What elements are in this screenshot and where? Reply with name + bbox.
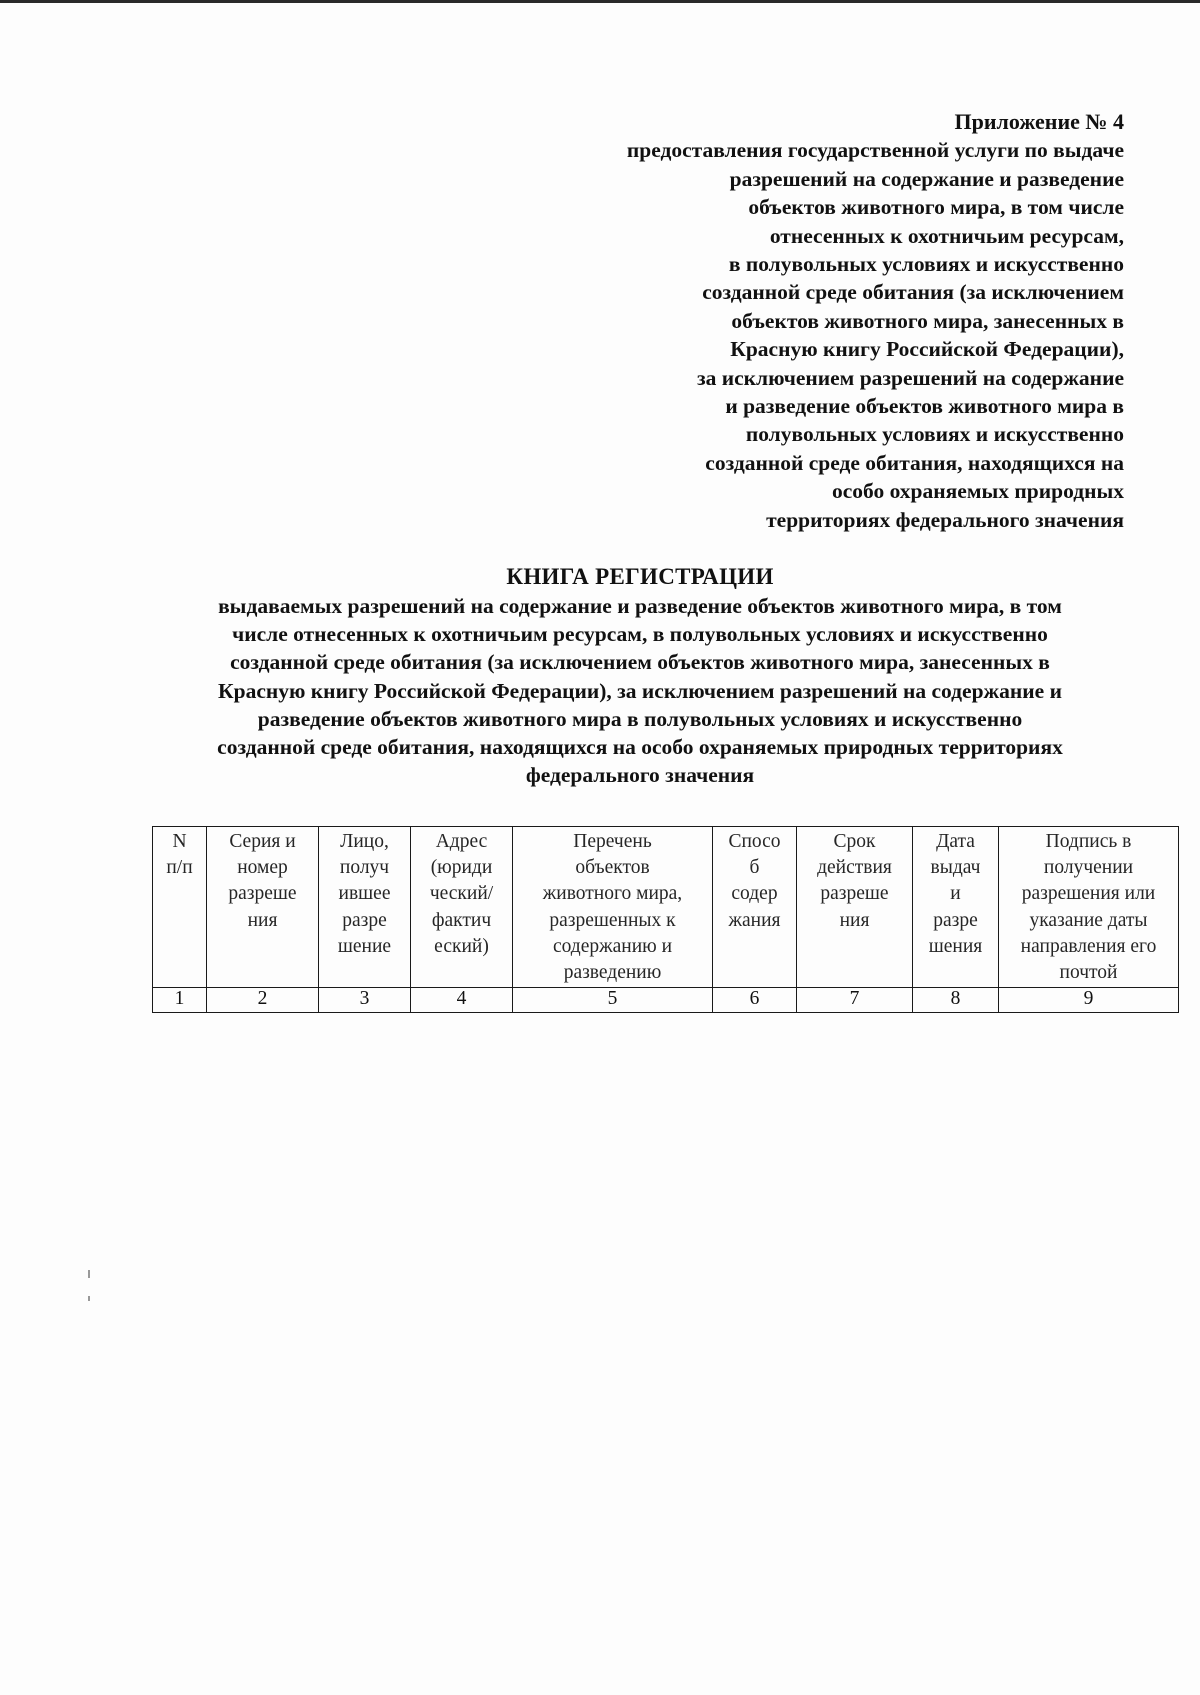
table-row-column-numbers (153, 988, 1179, 1013)
appendix-line: за исключением разрешений на содержание (696, 365, 1124, 390)
subtitle-line: разведение объектов животного мира в полувольных условиях и искусственно (257, 706, 1023, 731)
subtitle-line: выдаваемых разрешений на содержание и разведение объектов животного мира, в том (218, 594, 1062, 618)
scan-speck (88, 1296, 90, 1301)
subtitle-line: созданной среде обитания (за исключением объектов животного мира, занесенных в (230, 650, 1050, 675)
column-header-issue-date: Дата выдач и разре шения (913, 827, 999, 988)
appendix-line: предоставления государственной услуги по выдаче (626, 138, 1124, 163)
column-number-cell: 8 (913, 988, 999, 1013)
column-header-method: Спосо б содер жания (713, 827, 797, 988)
appendix-line: объектов животного мира, занесенных в (731, 308, 1124, 333)
page-title: КНИГА РЕГИСТРАЦИИ (506, 564, 774, 589)
appendix-line: особо охраняемых природных (831, 479, 1124, 504)
column-header-number: N п/п (153, 827, 207, 988)
column-header-validity: Срок действия разреше ния (797, 827, 913, 988)
appendix-line: в полувольных условиях и искусственно (728, 252, 1124, 277)
column-header-objects: Перечень объектов животного мира, разрешенных к содержанию и разведению (513, 827, 713, 988)
appendix-header (504, 108, 1124, 534)
column-number-cell: 1 (153, 988, 207, 1013)
appendix-line: полувольных условиях и искусственно (745, 422, 1124, 447)
subtitle-line: федерального значения (525, 763, 755, 788)
column-number-cell: 3 (319, 988, 411, 1013)
column-header-series: Серия и номер разреше ния (207, 827, 319, 988)
appendix-line: Приложение № 4 (954, 109, 1124, 134)
appendix-line: отнесенных к охотничьим ресурсам, (769, 223, 1124, 248)
column-header-signature: Подпись в получении разрешения или указание даты направления его почтой (999, 827, 1179, 988)
subtitle-line: числе отнесенных к охотничьим ресурсам, в полувольных условиях и искусственно (232, 622, 1048, 647)
column-number-cell: 5 (513, 988, 713, 1013)
column-number-cell: 7 (797, 988, 913, 1013)
page-subtitle (150, 592, 1130, 789)
appendix-line: территориях федерального значения (766, 507, 1124, 532)
column-number-cell: 4 (411, 988, 513, 1013)
appendix-line: объектов животного мира, в том числе (748, 195, 1124, 220)
column-header-recipient: Лицо, получ ившее разре шение (319, 827, 411, 988)
scan-top-edge (0, 0, 1200, 3)
appendix-line: Красную книгу Российской Федерации), (730, 337, 1124, 362)
appendix-line: созданной среде обитания (за исключением (702, 280, 1124, 305)
title-block (150, 562, 1130, 789)
column-number-cell: 9 (999, 988, 1179, 1013)
appendix-line: созданной среде обитания, находящихся на (705, 450, 1124, 475)
registration-table (152, 826, 1179, 1013)
column-number-cell: 2 (207, 988, 319, 1013)
appendix-line: разрешений на содержание и разведение (729, 166, 1124, 191)
scan-speck (88, 1270, 90, 1278)
appendix-line: и разведение объектов животного мира в (725, 394, 1124, 419)
subtitle-line: Красную книгу Российской Федерации), за исключением разрешений на содержание и (218, 678, 1062, 703)
table-header-row (153, 827, 1179, 988)
column-number-cell: 6 (713, 988, 797, 1013)
subtitle-line: созданной среде обитания, находящихся на особо охраняемых природных территориях (217, 735, 1063, 760)
column-header-address: Адрес (юриди ческий/ фактич еский) (411, 827, 513, 988)
